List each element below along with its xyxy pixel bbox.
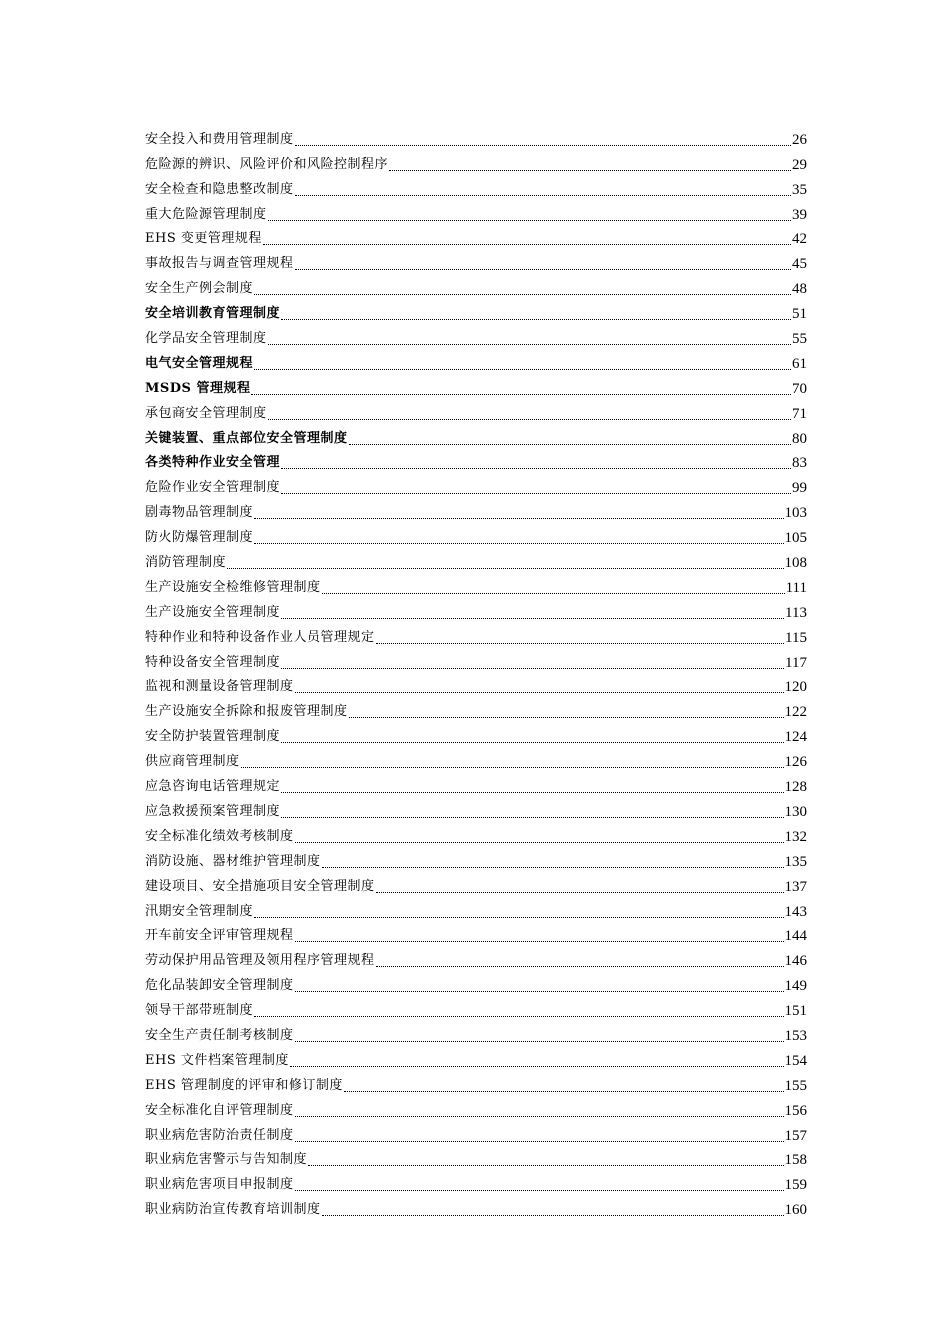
toc-entry[interactable]: [145, 823, 807, 848]
dot-leader: [254, 1015, 783, 1017]
dot-leader: [268, 219, 791, 221]
dot-leader: [254, 916, 783, 918]
toc-entry-title[interactable]: EHS 管理制度的评审和修订制度: [145, 1077, 343, 1093]
dot-leader: [295, 990, 784, 992]
toc-entry[interactable]: [145, 1196, 807, 1221]
toc-entry-title[interactable]: 开车前安全评审管理规程: [145, 928, 294, 944]
toc-entry-page-number: 160: [784, 1202, 807, 1219]
toc-entry-page-number: 105: [784, 530, 807, 547]
toc-entry-title[interactable]: 剧毒物品管理制度: [145, 505, 254, 521]
toc-entry-title[interactable]: 供应商管理制度: [145, 754, 240, 770]
toc-entry-page-number: 70: [792, 380, 807, 397]
toc-entry-page-number: 153: [784, 1027, 807, 1044]
toc-entry-title[interactable]: 电气安全管理规程: [145, 355, 254, 371]
toc-entry-page-number: 126: [784, 754, 807, 771]
toc-entry[interactable]: [145, 574, 807, 599]
toc-entry-title[interactable]: 安全防护装置管理制度: [145, 729, 281, 745]
toc-entry[interactable]: [145, 1072, 807, 1097]
toc-entry-page-number: 151: [784, 1003, 807, 1020]
toc-entry-page-number: 61: [792, 355, 807, 372]
toc-entry[interactable]: [145, 300, 807, 325]
dot-leader: [281, 617, 784, 619]
toc-entry-page-number: 149: [784, 978, 807, 995]
toc-entry-title[interactable]: MSDS 管理规程: [145, 380, 251, 396]
toc-entry-title[interactable]: 监视和测量设备管理制度: [145, 679, 294, 695]
dot-leader: [281, 791, 783, 793]
toc-entry-title[interactable]: 危化品装卸安全管理制度: [145, 978, 294, 994]
toc-entry-title[interactable]: 承包商安全管理制度: [145, 405, 267, 421]
toc-entry-title[interactable]: 职业病防治宣传教育培训制度: [145, 1202, 321, 1218]
dot-leader: [295, 1115, 784, 1117]
dot-leader: [322, 866, 784, 868]
toc-entry-page-number: 26: [792, 131, 807, 148]
toc-entry-title[interactable]: EHS 变更管理规程: [145, 231, 262, 247]
toc-entry[interactable]: [145, 972, 807, 997]
dot-leader: [344, 1090, 784, 1092]
toc-entry-title[interactable]: 化学品安全管理制度: [145, 331, 267, 347]
dot-leader: [389, 169, 791, 171]
toc-entry[interactable]: [145, 698, 807, 723]
toc-entry[interactable]: [145, 275, 807, 300]
dot-leader: [376, 965, 784, 967]
toc-entry-page-number: 115: [785, 629, 807, 646]
dot-leader: [295, 1140, 784, 1142]
toc-entry-title[interactable]: 安全培训教育管理制度: [145, 306, 281, 322]
toc-entry-page-number: 137: [784, 878, 807, 895]
dot-leader: [295, 194, 791, 196]
toc-entry[interactable]: [145, 649, 807, 674]
toc-entry-page-number: 111: [785, 579, 807, 596]
toc-entry[interactable]: [145, 350, 807, 375]
toc-entry[interactable]: [145, 723, 807, 748]
toc-entry-page-number: 158: [784, 1152, 807, 1169]
toc-entry[interactable]: [145, 474, 807, 499]
table-of-contents: [145, 126, 807, 1221]
toc-entry-title[interactable]: 危险源的辨识、风险评价和风险控制程序: [145, 156, 389, 172]
toc-entry[interactable]: [145, 375, 807, 400]
toc-entry-page-number: 108: [784, 555, 807, 572]
toc-entry-title[interactable]: 职业病危害项目申报制度: [145, 1177, 294, 1193]
dot-leader: [295, 1189, 784, 1191]
toc-entry-page-number: 55: [792, 331, 807, 348]
toc-entry-title[interactable]: 安全标准化绩效考核制度: [145, 828, 294, 844]
toc-entry-title[interactable]: 安全投入和费用管理制度: [145, 131, 294, 147]
toc-entry[interactable]: [145, 873, 807, 898]
toc-entry[interactable]: [145, 450, 807, 475]
toc-entry[interactable]: [145, 1047, 807, 1072]
dot-leader: [295, 940, 784, 942]
toc-entry-page-number: 130: [784, 803, 807, 820]
toc-entry-page-number: 80: [792, 430, 807, 447]
toc-entry-page-number: 35: [792, 181, 807, 198]
dot-leader: [322, 1214, 784, 1216]
toc-entry[interactable]: [145, 1171, 807, 1196]
toc-entry-title[interactable]: 安全标准化自评管理制度: [145, 1102, 294, 1118]
toc-entry[interactable]: [145, 923, 807, 948]
toc-entry-title[interactable]: 职业病危害警示与告知制度: [145, 1152, 308, 1168]
toc-entry-page-number: 155: [784, 1077, 807, 1094]
toc-entry-page-number: 128: [784, 779, 807, 796]
toc-entry-page-number: 99: [792, 480, 807, 497]
dot-leader: [281, 741, 783, 743]
dot-leader: [349, 716, 784, 718]
toc-entry[interactable]: [145, 773, 807, 798]
toc-entry-page-number: 120: [784, 679, 807, 696]
toc-entry-page-number: 83: [792, 455, 807, 472]
toc-entry[interactable]: [145, 425, 807, 450]
toc-entry-title[interactable]: 防火防爆管理制度: [145, 530, 254, 546]
toc-entry-page-number: 146: [784, 953, 807, 970]
dot-leader: [241, 766, 784, 768]
toc-entry-title[interactable]: 应急救援预案管理制度: [145, 803, 281, 819]
toc-entry[interactable]: [145, 748, 807, 773]
toc-entry-page-number: 144: [784, 928, 807, 945]
toc-entry-page-number: 135: [784, 853, 807, 870]
dot-leader: [254, 293, 791, 295]
dot-leader: [254, 368, 791, 370]
toc-entry[interactable]: [145, 947, 807, 972]
toc-entry-title[interactable]: 生产设施安全检维修管理制度: [145, 579, 321, 595]
toc-entry[interactable]: [145, 226, 807, 251]
toc-entry-title[interactable]: 消防管理制度: [145, 555, 227, 571]
dot-leader: [281, 816, 783, 818]
dot-leader: [376, 642, 785, 644]
dot-leader: [251, 393, 791, 395]
toc-entry-title[interactable]: 职业病危害防治责任制度: [145, 1127, 294, 1143]
dot-leader: [254, 542, 783, 544]
toc-entry-title[interactable]: 重大危险源管理制度: [145, 206, 267, 222]
toc-entry[interactable]: [145, 1122, 807, 1147]
toc-entry[interactable]: [145, 400, 807, 425]
toc-entry[interactable]: [145, 126, 807, 151]
toc-entry-page-number: 113: [785, 604, 807, 621]
dot-leader: [281, 667, 784, 669]
dot-leader: [295, 691, 784, 693]
toc-entry-page-number: 48: [792, 281, 807, 298]
dot-leader: [376, 891, 784, 893]
toc-entry[interactable]: [145, 624, 807, 649]
toc-entry[interactable]: [145, 1097, 807, 1122]
toc-entry[interactable]: [145, 599, 807, 624]
toc-entry-title[interactable]: 特种设备安全管理制度: [145, 654, 281, 670]
toc-entry-page-number: 156: [784, 1102, 807, 1119]
toc-entry-title[interactable]: 事故报告与调查管理规程: [145, 256, 294, 272]
toc-entry[interactable]: [145, 997, 807, 1022]
toc-entry-title[interactable]: 汛期安全管理制度: [145, 903, 254, 919]
toc-entry-title[interactable]: 特种作业和特种设备作业人员管理规定: [145, 629, 375, 645]
toc-entry-page-number: 143: [784, 903, 807, 920]
dot-leader: [281, 467, 791, 469]
toc-entry-title[interactable]: 生产设施安全管理制度: [145, 604, 281, 620]
toc-entry-page-number: 157: [784, 1127, 807, 1144]
dot-leader: [268, 343, 791, 345]
toc-entry[interactable]: [145, 549, 807, 574]
toc-entry[interactable]: [145, 524, 807, 549]
toc-entry-title[interactable]: 安全检查和隐患整改制度: [145, 181, 294, 197]
toc-entry[interactable]: [145, 201, 807, 226]
toc-entry-title[interactable]: 安全生产责任制考核制度: [145, 1027, 294, 1043]
toc-entry-page-number: 159: [784, 1177, 807, 1194]
toc-entry-page-number: 29: [792, 156, 807, 173]
toc-entry-page-number: 71: [792, 405, 807, 422]
toc-entry[interactable]: [145, 325, 807, 350]
dot-leader: [281, 492, 791, 494]
toc-entry-title[interactable]: 消防设施、器材维护管理制度: [145, 853, 321, 869]
toc-entry-page-number: 117: [785, 654, 807, 671]
toc-entry-page-number: 103: [784, 505, 807, 522]
toc-entry[interactable]: [145, 151, 807, 176]
toc-entry-page-number: 42: [792, 231, 807, 248]
toc-entry[interactable]: [145, 898, 807, 923]
dot-leader: [227, 567, 783, 569]
toc-entry-page-number: 124: [784, 729, 807, 746]
toc-entry-page-number: 154: [784, 1052, 807, 1069]
dot-leader: [281, 318, 791, 320]
toc-entry-page-number: 51: [792, 306, 807, 323]
toc-entry[interactable]: [145, 1022, 807, 1047]
toc-entry[interactable]: [145, 848, 807, 873]
dot-leader: [308, 1164, 783, 1166]
dot-leader: [290, 1065, 784, 1067]
toc-entry-title[interactable]: EHS 文件档案管理制度: [145, 1052, 289, 1068]
dot-leader: [295, 144, 791, 146]
toc-entry[interactable]: [145, 250, 807, 275]
dot-leader: [322, 592, 785, 594]
toc-entry-title[interactable]: 生产设施安全拆除和报废管理制度: [145, 704, 348, 720]
toc-entry-title[interactable]: 应急咨询电话管理规定: [145, 779, 281, 795]
dot-leader: [254, 517, 783, 519]
toc-entry[interactable]: [145, 499, 807, 524]
dot-leader: [263, 243, 791, 245]
toc-entry-title[interactable]: 关键装置、重点部位安全管理制度: [145, 430, 348, 446]
toc-entry-page-number: 39: [792, 206, 807, 223]
toc-entry-title[interactable]: 安全生产例会制度: [145, 281, 254, 297]
dot-leader: [295, 841, 784, 843]
toc-entry-page-number: 45: [792, 256, 807, 273]
toc-entry-title[interactable]: 建设项目、安全措施项目安全管理制度: [145, 878, 375, 894]
toc-entry-title[interactable]: 领导干部带班制度: [145, 1003, 254, 1019]
dot-leader: [268, 418, 791, 420]
toc-entry[interactable]: [145, 798, 807, 823]
dot-leader: [295, 268, 791, 270]
dot-leader: [295, 1040, 784, 1042]
toc-entry-title[interactable]: 劳动保护用品管理及领用程序管理规程: [145, 953, 375, 969]
toc-entry-page-number: 122: [784, 704, 807, 721]
toc-entry[interactable]: [145, 176, 807, 201]
toc-entry-title[interactable]: 危险作业安全管理制度: [145, 480, 281, 496]
toc-entry-page-number: 132: [784, 828, 807, 845]
toc-entry[interactable]: [145, 674, 807, 699]
toc-entry[interactable]: [145, 1147, 807, 1172]
toc-entry-title[interactable]: 各类特种作业安全管理: [145, 455, 281, 471]
dot-leader: [349, 443, 791, 445]
